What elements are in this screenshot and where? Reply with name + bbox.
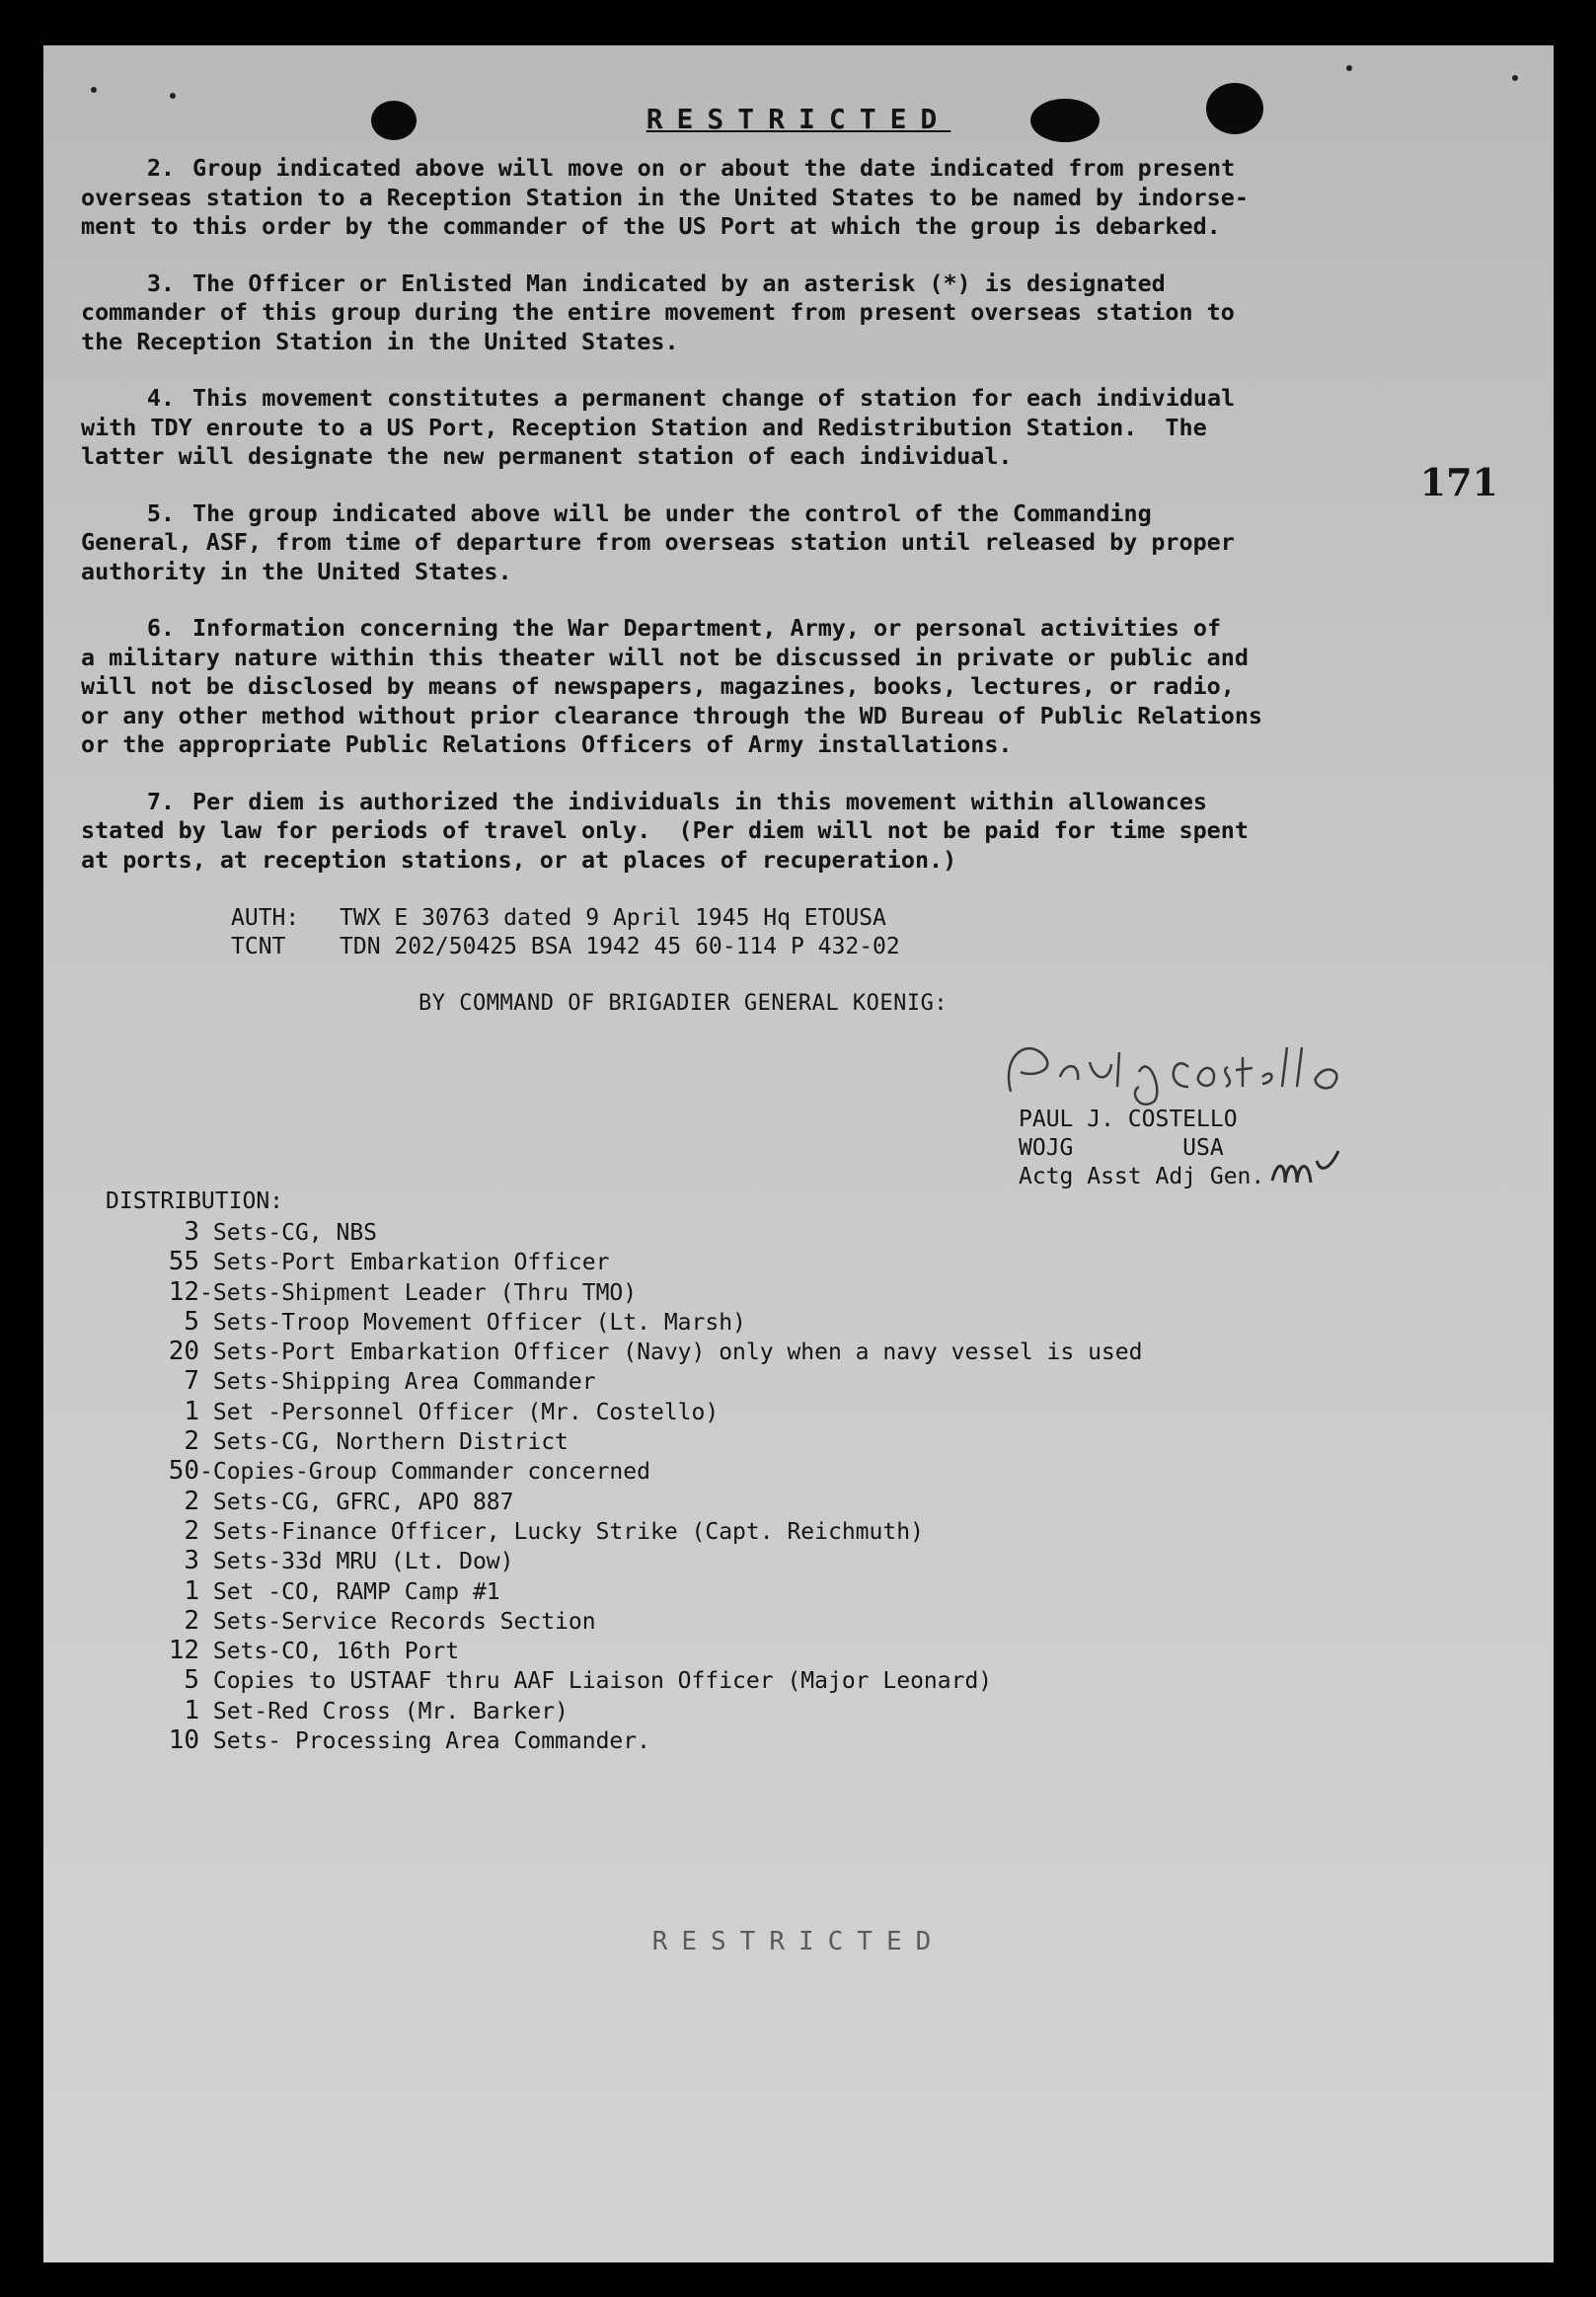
distribution-qty: 2: [184, 1605, 199, 1636]
paragraph-text: Group indicated above will move on or about the date indicated from present overseas station to a Reception Station in the United States to be named by indorse- ment to this order by the commander of the US Port at which the group is debarked.: [81, 154, 1249, 240]
distribution-qty: 20: [168, 1337, 199, 1367]
distribution-qty: 1: [184, 1396, 199, 1426]
distribution-text: Sets-Port Embarkation Officer: [212, 1250, 610, 1276]
distribution-text: Sets-Finance Officer, Lucky Strike (Capt. Reichmuth): [212, 1518, 924, 1545]
distribution-qty: 1: [184, 1575, 199, 1606]
paragraph-number: 4.: [146, 384, 175, 412]
tcnt-label: TCNT: [231, 934, 286, 959]
distribution-row: [122, 1308, 1142, 1338]
distribution-row: [122, 1607, 1142, 1637]
distribution-text: Set-Red Cross (Mr. Barker): [212, 1698, 569, 1724]
distribution-row: [122, 1726, 1142, 1756]
signature-block: [1019, 1106, 1264, 1191]
paragraph-4: [81, 384, 1473, 472]
paragraph-6: [81, 614, 1473, 760]
distribution-text: -Sets-Shipment Leader (Thru TMO): [199, 1279, 638, 1306]
distribution-qty: 3: [184, 1546, 199, 1576]
distribution-text: Sets-Service Records Section: [212, 1608, 596, 1635]
distribution-qty: 12: [168, 1636, 199, 1666]
distribution-qty: 10: [168, 1725, 199, 1756]
paragraph-7: [81, 788, 1473, 876]
distribution-row: [122, 1517, 1142, 1547]
distribution-row: [122, 1367, 1142, 1397]
auth-value: TWX E 30763 dated 9 April 1945 Hq ETOUSA: [340, 905, 886, 931]
paragraph-number: 5.: [146, 498, 175, 527]
paragraph-number: 3.: [146, 268, 175, 297]
paragraph-text: This movement constitutes a permanent change of station for each individual with TDY enroute to a US Port, Reception Station and Redistribution Station. The latter will designate the new permanent station of each individual.: [81, 384, 1236, 470]
signer-rank-line: [1019, 1134, 1264, 1163]
paragraph-text: The Officer or Enlisted Man indicated by an asterisk (*) is designated commander of this group during the entire movement from present overseas station to the Reception Station in the United States.: [81, 268, 1235, 355]
paragraph-text: Per diem is authorized the individuals in this movement within allowances stated by law for periods of travel only. (Per diem will not be paid for time spent at ports, at reception stations, or at places of recuperation.): [81, 787, 1249, 874]
speck-mark: [1346, 65, 1352, 71]
distribution-title: DISTRIBUTION:: [106, 1188, 284, 1214]
signer-rank: WOJG: [1019, 1135, 1074, 1161]
distribution-row: [122, 1697, 1142, 1726]
handwritten-signature: [991, 1033, 1356, 1111]
distribution-text: Sets-Port Embarkation Officer (Navy) only when a navy vessel is used: [212, 1340, 1143, 1366]
distribution-qty: 5: [184, 1306, 199, 1337]
tcnt-value: TDN 202/50425 BSA 1942 45 60-114 P 432-02: [340, 934, 900, 959]
distribution-text: Copies to USTAAF thru AAF Liaison Officer (Major Leonard): [212, 1668, 993, 1695]
command-line: BY COMMAND OF BRIGADIER GENERAL KOENIG:: [418, 991, 949, 1016]
distribution-text: Sets-CG, GFRC, APO 887: [212, 1489, 514, 1515]
distribution-qty: 3: [184, 1217, 199, 1247]
paragraph-3: [81, 269, 1473, 357]
signer-name: PAUL J. COSTELLO: [1019, 1107, 1238, 1132]
signer-title: Actg Asst Adj Gen.: [1019, 1164, 1265, 1189]
distribution-list: [122, 1218, 1142, 1756]
distribution-row: [122, 1666, 1142, 1696]
paragraph-text: Information concerning the War Department, Army, or personal activities of a military nature within this theater will not be discussed in private or public and will not be disclosed by means of newspapers, magazines, books, lectures, or radio, or any other method without prior clearance through the WD Bureau of Public Relations or the appropriate Public Relations Officers of Army installations.: [81, 614, 1262, 758]
distribution-qty: 12: [168, 1276, 199, 1307]
tcnt-line: [231, 933, 900, 961]
distribution-text: Sets-Shipping Area Commander: [212, 1369, 596, 1396]
auth-line: [231, 904, 900, 933]
distribution-qty: 7: [184, 1366, 199, 1397]
distribution-qty: 2: [184, 1426, 199, 1457]
footer-classification: RESTRICTED: [651, 1927, 946, 1956]
paragraph-number: 6.: [146, 614, 175, 642]
distribution-text: Set -CO, RAMP Camp #1: [212, 1578, 500, 1605]
distribution-row: [122, 1547, 1142, 1576]
distribution-text: Sets-CO, 16th Port: [212, 1639, 460, 1665]
distribution-qty: 55: [168, 1247, 199, 1277]
speck-mark: [170, 93, 176, 99]
distribution-text: -Copies-Group Commander concerned: [199, 1459, 650, 1486]
distribution-qty: 50: [168, 1456, 199, 1487]
speck-mark: [91, 87, 97, 93]
distribution-row: [122, 1278, 1142, 1308]
distribution-row: [122, 1218, 1142, 1248]
header-classification: RESTRICTED: [646, 103, 951, 135]
distribution-text: Sets-CG, NBS: [212, 1220, 378, 1246]
distribution-row: [122, 1577, 1142, 1607]
distribution-row: [122, 1488, 1142, 1517]
distribution-text: Sets-33d MRU (Lt. Dow): [212, 1549, 514, 1575]
distribution-row: [122, 1637, 1142, 1666]
distribution-text: Set -Personnel Officer (Mr. Costello): [212, 1399, 720, 1425]
authority-block: [231, 904, 900, 961]
distribution-row: [122, 1338, 1142, 1367]
handwritten-initials: [1267, 1141, 1346, 1200]
order-paragraphs: [81, 154, 1473, 902]
distribution-qty: 1: [184, 1695, 199, 1725]
distribution-text: Sets-CG, Northern District: [212, 1429, 569, 1456]
distribution-row: [122, 1457, 1142, 1487]
distribution-text: Sets-Troop Movement Officer (Lt. Marsh): [212, 1309, 746, 1336]
distribution-row: [122, 1427, 1142, 1457]
paragraph-number: 2.: [146, 154, 175, 182]
distribution-qty: 2: [184, 1515, 199, 1546]
distribution-row: [122, 1248, 1142, 1277]
paragraph-text: The group indicated above will be under the control of the Commanding General, ASF, from time of departure from overseas station until released by proper authority in the United States.: [81, 498, 1235, 585]
auth-label: AUTH:: [231, 905, 300, 931]
distribution-row: [122, 1398, 1142, 1427]
distribution-qty: 2: [184, 1486, 199, 1516]
paragraph-number: 7.: [146, 787, 175, 815]
document-page: [43, 45, 1554, 2262]
paragraph-2: [81, 154, 1473, 242]
speck-mark: [1512, 75, 1518, 81]
paragraph-5: [81, 499, 1473, 587]
signer-service: USA: [1182, 1135, 1224, 1161]
page-number: 171: [1419, 460, 1498, 504]
distribution-text: Sets- Processing Area Commander.: [212, 1728, 650, 1755]
distribution-qty: 5: [184, 1665, 199, 1696]
